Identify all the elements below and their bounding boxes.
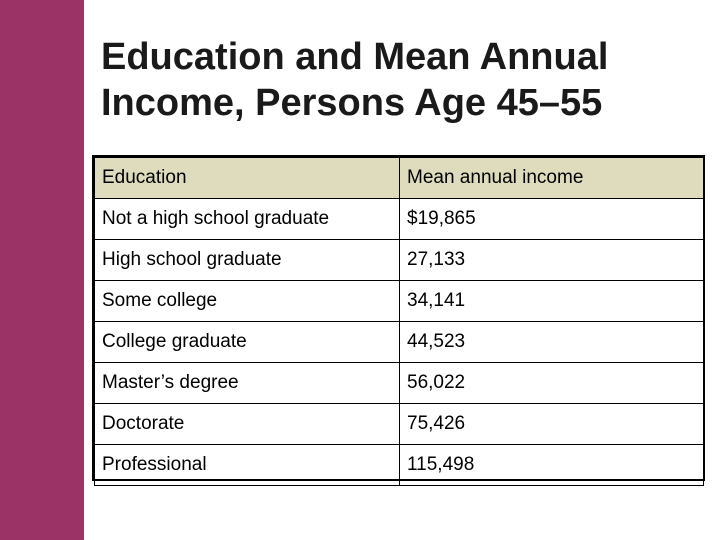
table-row [95,404,704,445]
education-cell: Some college [95,281,400,322]
education-cell: High school graduate [95,240,400,281]
income-cell: 75,426 [400,404,704,445]
table-row [95,199,704,240]
income-cell: 34,141 [400,281,704,322]
table-row [95,240,704,281]
education-cell: Doctorate [95,404,400,445]
table-row [95,281,704,322]
title-line-1: Education and Mean Annual [101,36,609,78]
education-cell: College graduate [95,322,400,363]
income-table [94,157,704,486]
slide-title [101,34,701,126]
header-education: Education [95,158,400,199]
side-accent-bar [0,0,84,540]
income-cell: 56,022 [400,363,704,404]
table-header-row [95,158,704,199]
education-cell: Not a high school graduate [95,199,400,240]
title-line-2: Income, Persons Age 45–55 [101,82,603,124]
income-cell: $19,865 [400,199,704,240]
table-row [95,363,704,404]
header-mean-income: Mean annual income [400,158,704,199]
income-cell: 44,523 [400,322,704,363]
education-cell: Master’s degree [95,363,400,404]
table-row [95,445,704,486]
income-cell: 27,133 [400,240,704,281]
income-table-frame [92,155,705,481]
table-row [95,322,704,363]
income-cell: 115,498 [400,445,704,486]
education-cell: Professional [95,445,400,486]
